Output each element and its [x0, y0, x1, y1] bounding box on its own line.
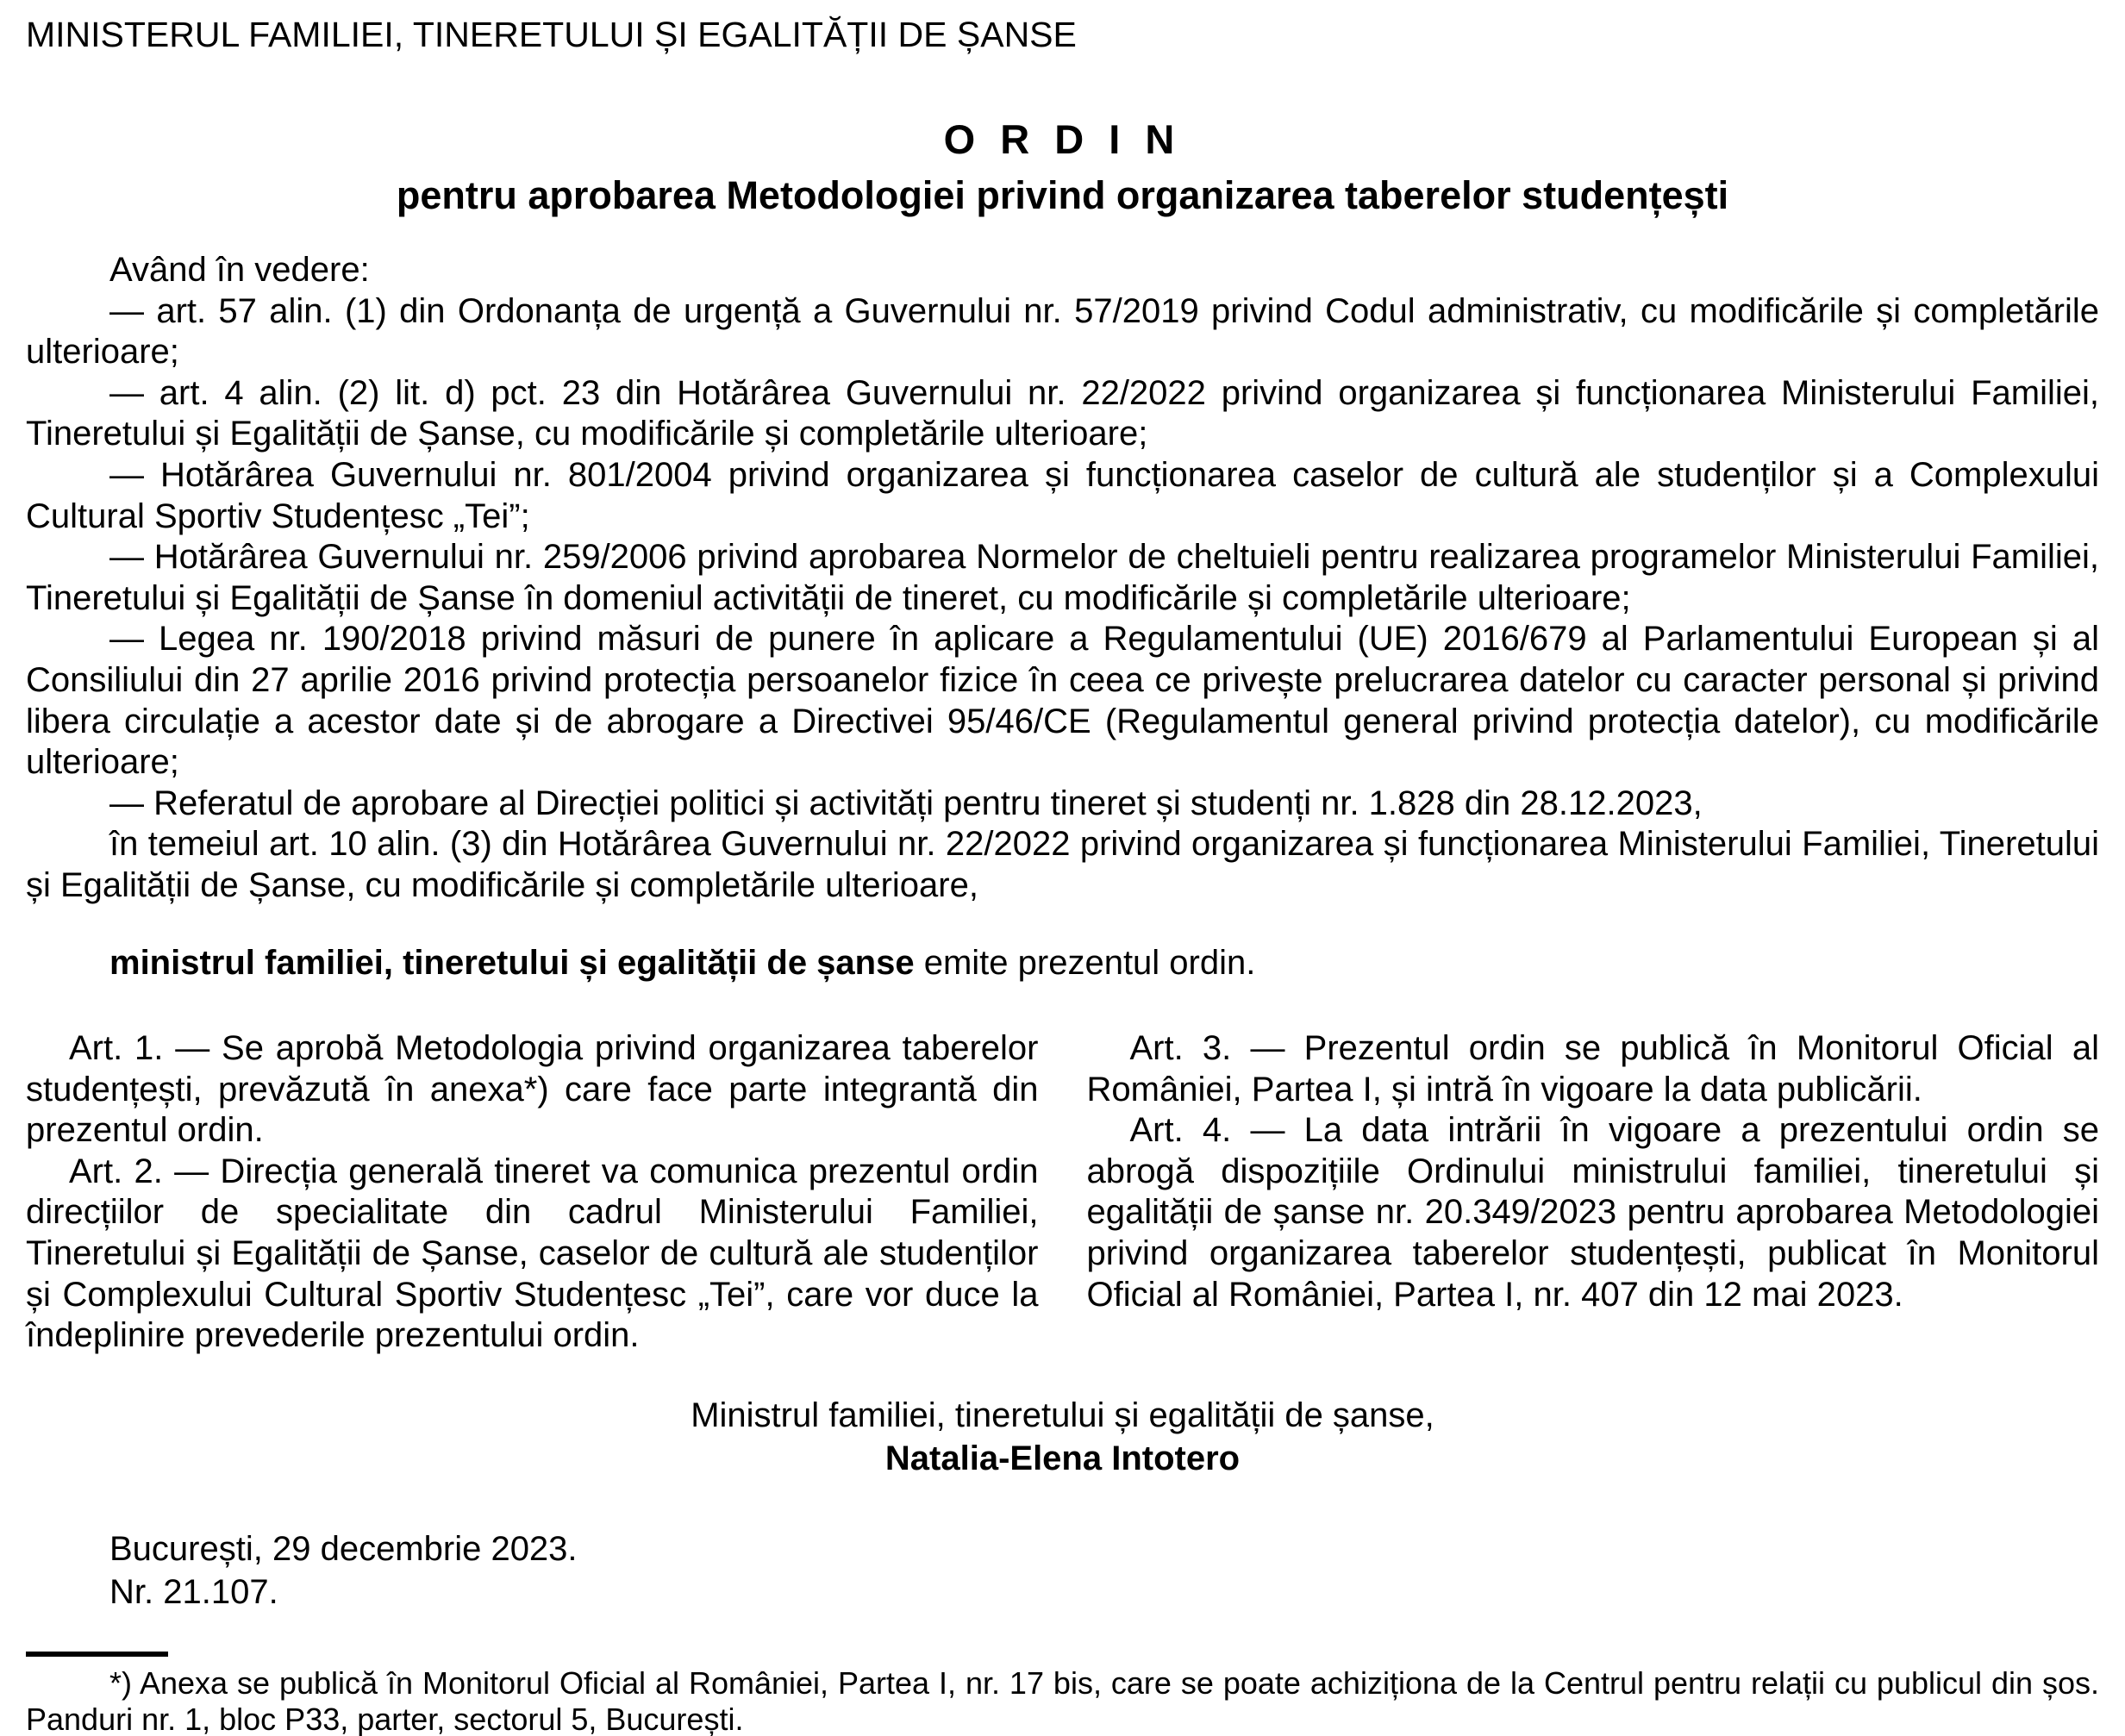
- preamble-paragraph: — Hotărârea Guvernului nr. 259/2006 privind aprobarea Normelor de cheltuieli pentru realizarea programelor Ministerului Familiei, Tineretului și Egalității de Șanse în domeniul activității de tineret, cu modificările și completările ulterioare;: [26, 538, 2099, 617]
- issue-number: Nr. 21.107.: [109, 1572, 278, 1611]
- footnote-rule: [26, 1652, 168, 1657]
- enacting-formula: [26, 943, 2099, 984]
- issue-place-date: București, 29 decembrie 2023.: [109, 1529, 578, 1568]
- preamble-paragraph: — Hotărârea Guvernului nr. 801/2004 privind organizarea și funcționarea caselor de cultură ale studenților și a Complexului Cultural Sportiv Studențesc „Tei”;: [26, 455, 2099, 535]
- ministry-header: MINISTERUL FAMILIEI, TINERETULUI ȘI EGALITĂȚII DE ȘANSE: [26, 15, 1077, 54]
- article-paragraph: Art. 1. — Se aprobă Metodologia privind organizarea taberelor studențești, prevăzută în anexa*) care face parte integrantă din prezentul ordin.: [26, 1029, 1039, 1150]
- article-paragraph: Art. 2. — Direcția generală tineret va comunica prezentul ordin direcțiilor de specialitate din cadrul Ministerului Familiei, Tineretului și Egalității de Șanse, caselor de cultură ale studenților și Complexului Cultural Sportiv Studențesc „Tei”, care vor duce la îndeplinire prevederile prezentului ordin.: [26, 1152, 1039, 1355]
- preamble-paragraph: în temeiul art. 10 alin. (3) din Hotărârea Guvernului nr. 22/2022 privind organizarea și funcționarea Ministerului Familiei, Tineretului și Egalității de Șanse, cu modificările și completările ulterioare,: [26, 825, 2099, 904]
- article-paragraph: Art. 3. — Prezentul ordin se publică în Monitorul Oficial al României, Partea I, și intră în vigoare la data publicării.: [1086, 1029, 2099, 1108]
- article-paragraph: Art. 4. — La data intrării în vigoare a prezentului ordin se abrogă dispozițiile Ordinului ministrului familiei, tineretului și egalității de șanse nr. 20.349/2023 pentru aprobarea Metodologiei privind organizarea taberelor studențești, publicat în Monitorul Oficial al României, Partea I, nr. 407 din 12 mai 2023.: [1086, 1111, 2099, 1314]
- enacting-rest-text: emite prezentul ordin.: [914, 943, 1256, 982]
- signature-name: Natalia-Elena Intotero: [884, 1439, 1241, 1477]
- articles-left-column: [26, 1028, 1039, 1357]
- preamble-paragraph: — Legea nr. 190/2018 privind măsuri de punere în aplicare a Regulamentului (UE) 2016/679 al Parlamentului European și al Consiliului din 27 aprilie 2016 privind protecția persoanelor fizice în ceea ce privește prelucrarea datelor cu caracter personal și privind libera circulație a acestor date și de abrogare a Directivei 95/46/CE (Regulamentul general privind protecția datelor), cu modificările ulterioare;: [26, 620, 2099, 782]
- signature-title: Ministrul familiei, tineretului și egalității de șanse,: [691, 1396, 1434, 1434]
- preamble-paragraph: Având în vedere:: [109, 251, 370, 289]
- preamble-paragraph: — art. 4 alin. (2) lit. d) pct. 23 din Hotărârea Guvernului nr. 22/2022 privind organizarea și funcționarea Ministerului Familiei, Tineretului și Egalității de Șanse, cu modificările și completările ulterioare;: [26, 373, 2099, 453]
- order-title: O R D I N: [943, 116, 1182, 162]
- order-subtitle: pentru aprobarea Metodologiei privind organizarea taberelor studențești: [396, 173, 1729, 217]
- articles-columns: [26, 1028, 2099, 1357]
- preamble: [26, 250, 2099, 907]
- articles-right-column: [1087, 1028, 2100, 1357]
- enacting-minister-text: ministrul familiei, tineretului și egalității de șanse: [109, 943, 915, 982]
- footnote: *) Anexa se publică în Monitorul Oficial al României, Partea I, nr. 17 bis, care se poate achiziționa de la Centrul pentru relații cu publicul din șos. Panduri nr. 1, bloc P33, parter, sectorul 5, București.: [26, 1664, 2099, 1736]
- preamble-paragraph: — art. 57 alin. (1) din Ordonanța de urgență a Guvernului nr. 57/2019 privind Codul administrativ, cu modificările și completările ulterioare;: [26, 291, 2099, 372]
- preamble-paragraph: — Referatul de aprobare al Direcției politici și activități pentru tineret și studenți nr. 1.828 din 28.12.2023,: [109, 784, 1703, 822]
